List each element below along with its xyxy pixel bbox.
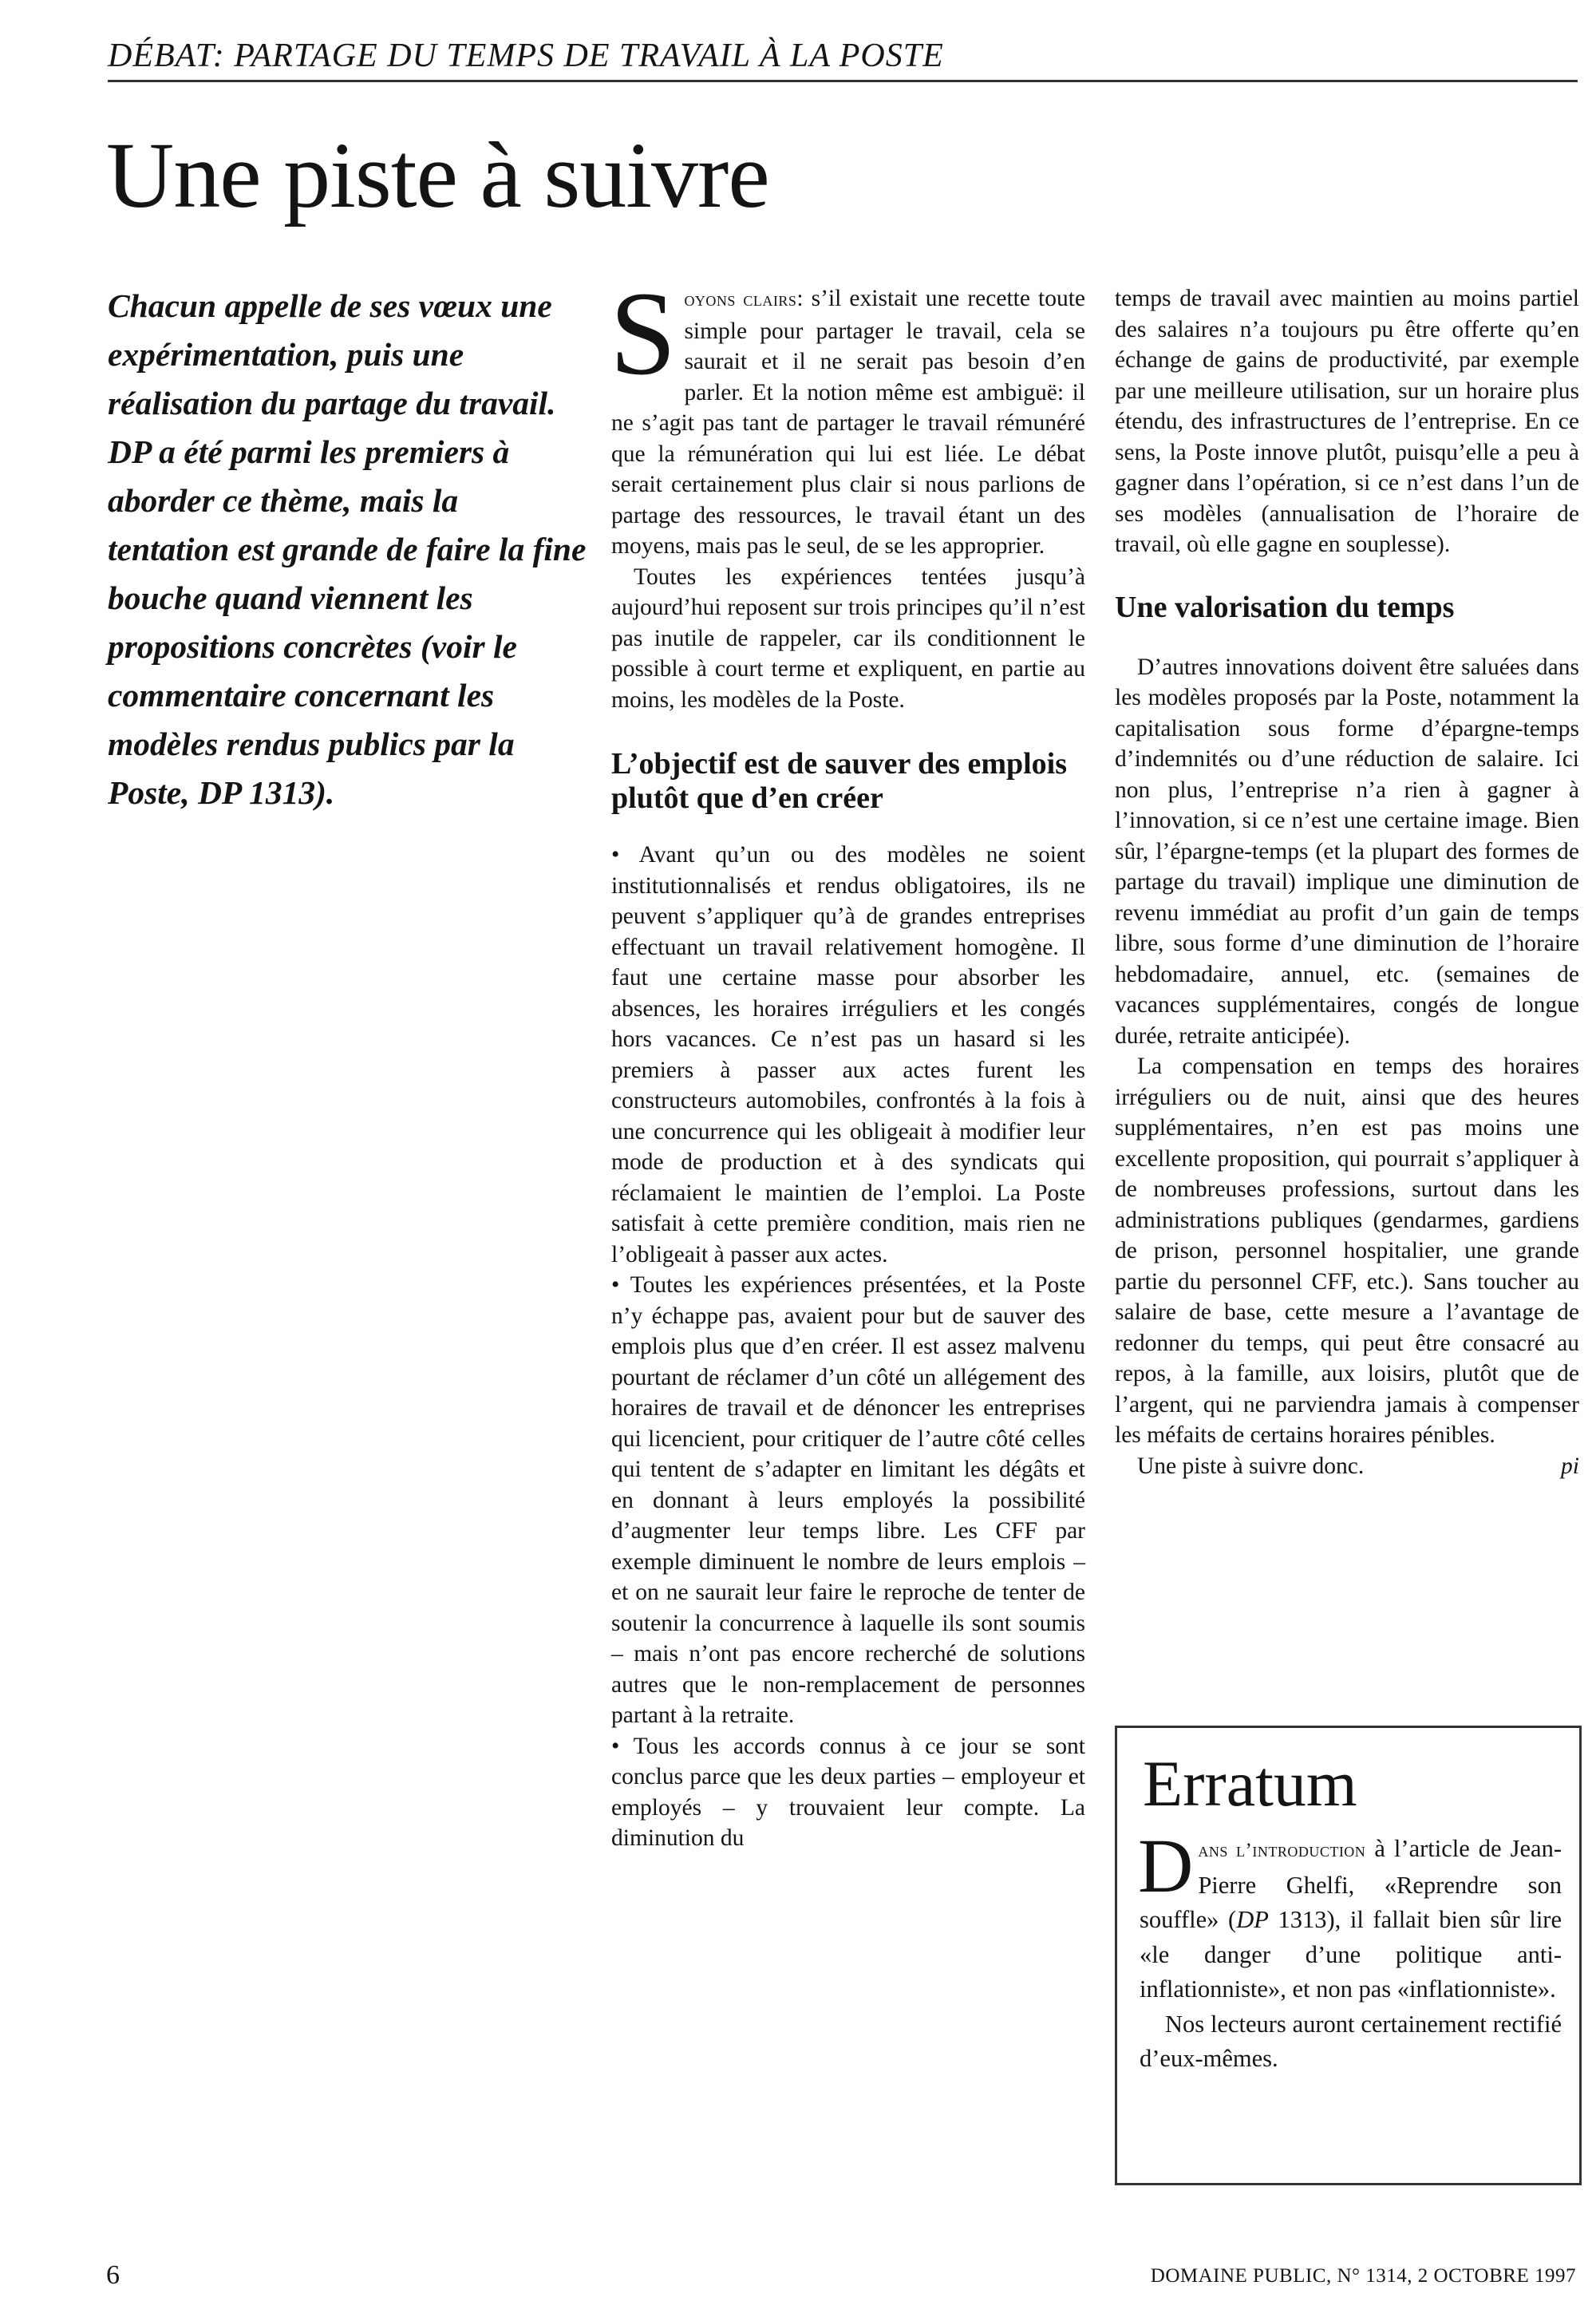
erratum-paragraph: Nos lecteurs auront certainement rectifié d’eux-mêmes. xyxy=(1140,2010,1562,2072)
section-rubric: DÉBAT: PARTAGE DU TEMPS DE TRAVAIL À LA POSTE xyxy=(108,35,1578,82)
subheading: L’objectif est de sauver des emplois plutôt que d’en créer xyxy=(611,747,1068,815)
subheading: Une valorisation du temps xyxy=(1115,590,1455,624)
article-headline: Une piste à suivre xyxy=(106,123,769,227)
erratum-title: Erratum xyxy=(1143,1747,1357,1820)
article-column-2 xyxy=(610,267,1085,1854)
erratum-paragraph xyxy=(1138,1823,1562,2007)
publication-footer: DOMAINE PUBLIC, N° 1314, 2 OCTOBRE 1997 xyxy=(1150,2265,1576,2287)
drop-cap: D xyxy=(1138,1823,1194,1908)
paragraph: Toutes les expériences tentées jusqu’à aujourd’hui reposent sur trois principes qu’il n’est pas inutile de rappeler, car ils conditionnent le possible à court terme et expliquent, en partie au moins, les modèles de la Poste. xyxy=(611,563,1085,713)
paragraph: La compensation en temps des horaires irréguliers ou de nuit, ainsi que des heures supplémentaires, n’en est pas moins une excellente proposition, qui pourrait s’appliquer à de nombreuses professions, surtout dans les administrations publiques (gendarmes, gardiens de prison, personnel hospitalier, une grande partie du personnel CFF, etc.). Sans toucher au salaire de base, cette mesure a l’avantage de redonner du temps, qui peut être consacré au repos, à la famille, aux loisirs, plutôt que de l’argent, qui ne parviendra jamais à compenser les méfaits de certains horaires pénibles. xyxy=(1115,1054,1579,1448)
article-column-3 xyxy=(1115,283,1579,1481)
erratum-body xyxy=(1124,1823,1573,2077)
bullet-paragraph: • Avant qu’un ou des modèles ne soient institutionnalisés et rendus obligatoires, ils ne peuvent s’appliquer qu’à de grandes entreprises effectuant un travail relativement homogène. Il faut une certaine masse pour absorber les absences, les horaires irréguliers et les congés hors vacances. Ce n’est pas un hasard si les premiers à passer aux actes furent les constructeurs automobiles, confrontés à la fois à une concurrence qui les obligeait à modifier leur mode de production et à des syndicats qui réclamaient le maintien de l’emploi. La Poste satisfait à cette première condition, mais rien ne l’obligeait à passer aux actes. xyxy=(611,842,1085,1267)
bullet-paragraph: • Toutes les expériences présentées, et la Poste n’y échappe pas, avaient pour but de sauver des emplois plus que d’en créer. Il est assez malvenu pourtant de réclamer d’un côté un allégement des horaires de travail et de dénoncer les entreprises qui licencient, pour critiquer de l’autre côté celles qui tentent de s’adapter en limitant les dégâts et en donnant à leurs employés la possibilité d’augmenter leur temps libre. Les CFF par exemple diminuent le nombre de leurs emplois – et on ne saurait leur faire le reproche de tenter de soutenir la concurrence à laquelle ils sont soumis – mais n’ont pas encore recherché de solutions autres que le non-remplacement de personnes partant à la retraite. xyxy=(611,1272,1085,1728)
page-number: 6 xyxy=(106,2260,120,2290)
paragraph: temps de travail avec maintien au moins partiel des salaires n’a toujours pu être offerte qu’en échange de gains de productivité, par exemple par une meilleure utilisation, sur un horaire plus étendu, des infrastructures de l’entreprise. En ce sens, la Poste innove plutôt, puisqu’elle a peu à gagner dans l’opération, si ce n’est dans l’un de ses modèles (annualisation de l’horaire de travail, où elle gagne en souplesse). xyxy=(1115,286,1579,557)
closing-line xyxy=(1115,1451,1579,1482)
author-signature: pi xyxy=(1561,1453,1579,1479)
paragraph-intro xyxy=(610,267,1085,562)
article-standfirst: Chacun appelle de ses vœux une expérimentation, puis une réalisation du partage du travail. DP a été parmi les premiers à aborder ce thème, mais la tentation est grande de faire la fine bouche quand viennent les propositions concrètes (voir le commentaire concernant les modèles rendus publics par la Poste, DP 1313). xyxy=(108,287,587,811)
erratum-box xyxy=(1115,1726,1582,2185)
bullet-paragraph: • Tous les accords connus à ce jour se sont conclus parce que les deux parties – employeur et employés – y trouvaient leur compte. La diminution du xyxy=(611,1733,1085,1851)
paragraph: D’autres innovations doivent être saluées dans les modèles proposés par la Poste, notamment la capitalisation sous forme d’épargne-temps d’indemnités ou d’une réduction de salaire. Ici non plus, l’entreprise n’a rien à gagner à l’innovation, si ce n’est une certaine image. Bien sûr, l’épargne-temps (et la plupart des formes de partage du travail) implique une diminution de revenu immédiat au profit d’un gain de temps libre, sous forme d’une diminution de l’horaire hebdomadaire, annuel, etc. (semaines de vacances supplémentaires, congés de longue durée, retraite anticipée). xyxy=(1115,654,1579,1049)
erratum-dp-italic: DP xyxy=(1236,1906,1269,1933)
drop-cap: S xyxy=(610,267,677,400)
erratum-text: 1313), il fallait bien sûr lire «le danger d’une politique anti-inflationniste», et non pas «inflationniste». xyxy=(1140,1906,1562,2003)
lead-in-smallcaps: ans l’introduction xyxy=(1198,1840,1366,1861)
lead-in-smallcaps: oyons clairs xyxy=(684,289,797,310)
intro-text: : s’il existait une recette toute simple pour partager le travail, cela se saurait et il ne serait pas besoin d’en parler. Et la notion même est ambiguë: il ne s’agit pas tant de partager le travail rémunéré que la rémunération qui lui est liée. Le débat serait certainement plus clair si nous parlions de partage des ressources, le travail étant un des moyens, mais pas le seul, de se les approprier. xyxy=(611,286,1085,559)
erratum-text: à l’article de Jean-Pierre Ghelfi, «Reprendre son souffle» ( xyxy=(1140,1835,1562,1933)
closing-text: Une piste à suivre donc. xyxy=(1137,1453,1365,1479)
